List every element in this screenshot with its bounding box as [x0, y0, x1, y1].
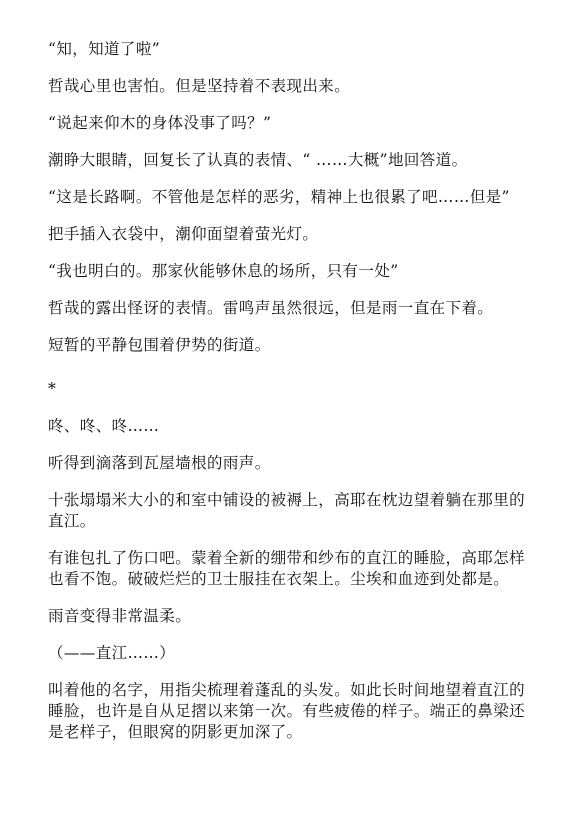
paragraph-1: “知，知道了啦”	[48, 40, 161, 58]
paragraph-8: 哲哉的露出怪讶的表情。雷鸣声虽然很远，但是雨一直在下着。	[48, 299, 494, 317]
section-break: *	[48, 380, 57, 398]
paragraph-4: 潮睁大眼睛，回复长了认真的表情、“ ……大概”地回答道。	[48, 151, 468, 169]
paragraph-10: 咚、咚、咚……	[48, 417, 160, 435]
paragraph-12: 十张塌塌米大小的和室中铺设的被褥上，高耶在枕边望着躺在那里的直江。	[48, 491, 526, 530]
paragraph-11: 听得到滴落到瓦屋墙根的雨声。	[48, 454, 271, 472]
paragraph-16: 叫着他的名字，用指尖梳理着蓬乱的头发。如此长时间地望着直江的睡脸，也许是自从足摺以来第一次。有些疲倦的样子。端正的鼻梁还是老样子，但眼窝的阴影更加深了。	[48, 681, 526, 741]
paragraph-3: “说起来仰木的身体没事了吗？”	[48, 114, 272, 132]
document-page	[48, 39, 536, 743]
paragraph-5: “这是长路啊。不管他是怎样的恶劣，精神上也很累了吧……但是”	[48, 188, 510, 206]
paragraph-7: “我也明白的。那家伙能够休息的场所，只有一处”	[48, 262, 399, 280]
paragraph-14: 雨音变得非常温柔。	[48, 607, 192, 625]
paragraph-2: 哲哉心里也害怕。但是坚持着不表现出来。	[48, 77, 351, 95]
paragraph-9: 短暂的平静包围着伊势的街道。	[48, 336, 271, 354]
paragraph-13: 有谁包扎了伤口吧。蒙着全新的绷带和纱布的直江的睡脸，高耶怎样也看不饱。破破烂烂的卫士服挂在衣架上。尘埃和血迹到处都是。	[48, 549, 526, 588]
paragraph-6: 把手插入衣袋中，潮仰面望着萤光灯。	[48, 225, 319, 243]
paragraph-15: （——直江……）	[48, 644, 176, 662]
